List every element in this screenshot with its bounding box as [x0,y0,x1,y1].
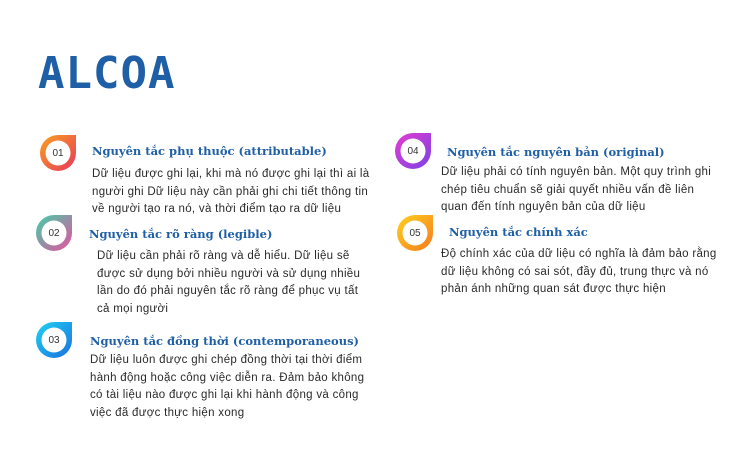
principle-description: Dữ liệu luôn được ghi chép đồng thời tại thời điểm hành động hoặc công việc diễn ra. Đảm bảo không có tài liệu nào được ghi lại khi hành động và công việc đã được thực hiện xong [90,354,365,419]
principle-description: Dữ liệu được ghi lại, khi mà nó được ghi lại thì ai là người ghi Dữ liệu này cần phải ghi chi tiết thông tin về người tạo ra nó, và thời điểm tạo ra dữ liệu [92,168,370,215]
badge-number: 02 [48,227,60,239]
principle-heading: Nguyên tắc rõ ràng (legible) [89,227,273,241]
principle-heading: Nguyên tắc phụ thuộc (attributable) [92,144,327,158]
badge-03 [34,320,74,360]
badge-number: 03 [48,334,60,346]
principle-description: Dữ liệu phải có tính nguyên bản. Một quy trình ghi chép tiêu chuẩn sẽ giải quyết nhiều vấn đề liên quan đến tính nguyên bản của dữ liệu [441,166,712,213]
badge-05 [395,213,435,253]
badge-number: 05 [409,227,421,239]
page-title: ALCOA [38,48,176,99]
badge-number: 04 [407,145,419,157]
badge-number: 01 [52,147,64,159]
principle-description: Dữ liệu cần phải rõ ràng và dễ hiểu. Dữ liệu sẽ được sử dụng bởi nhiều người và sử dụng nhiều lần do đó phải nguyên tắc rõ ràng để phục vụ tất cả mọi người [97,250,361,315]
principle-description: Độ chính xác của dữ liệu có nghĩa là đảm bảo rằng dữ liệu không có sai sót, đầy đủ, trung thực và nó phản ánh những quan sát được thực hiện [441,248,717,295]
principle-heading: Nguyên tắc nguyên bản (original) [447,145,665,159]
badge-02 [34,213,74,253]
principle-heading: Nguyên tắc đồng thời (contemporaneous) [90,334,359,348]
principle-heading: Nguyên tắc chính xác [449,225,588,239]
badge-04 [393,131,433,171]
badge-01 [38,133,78,173]
